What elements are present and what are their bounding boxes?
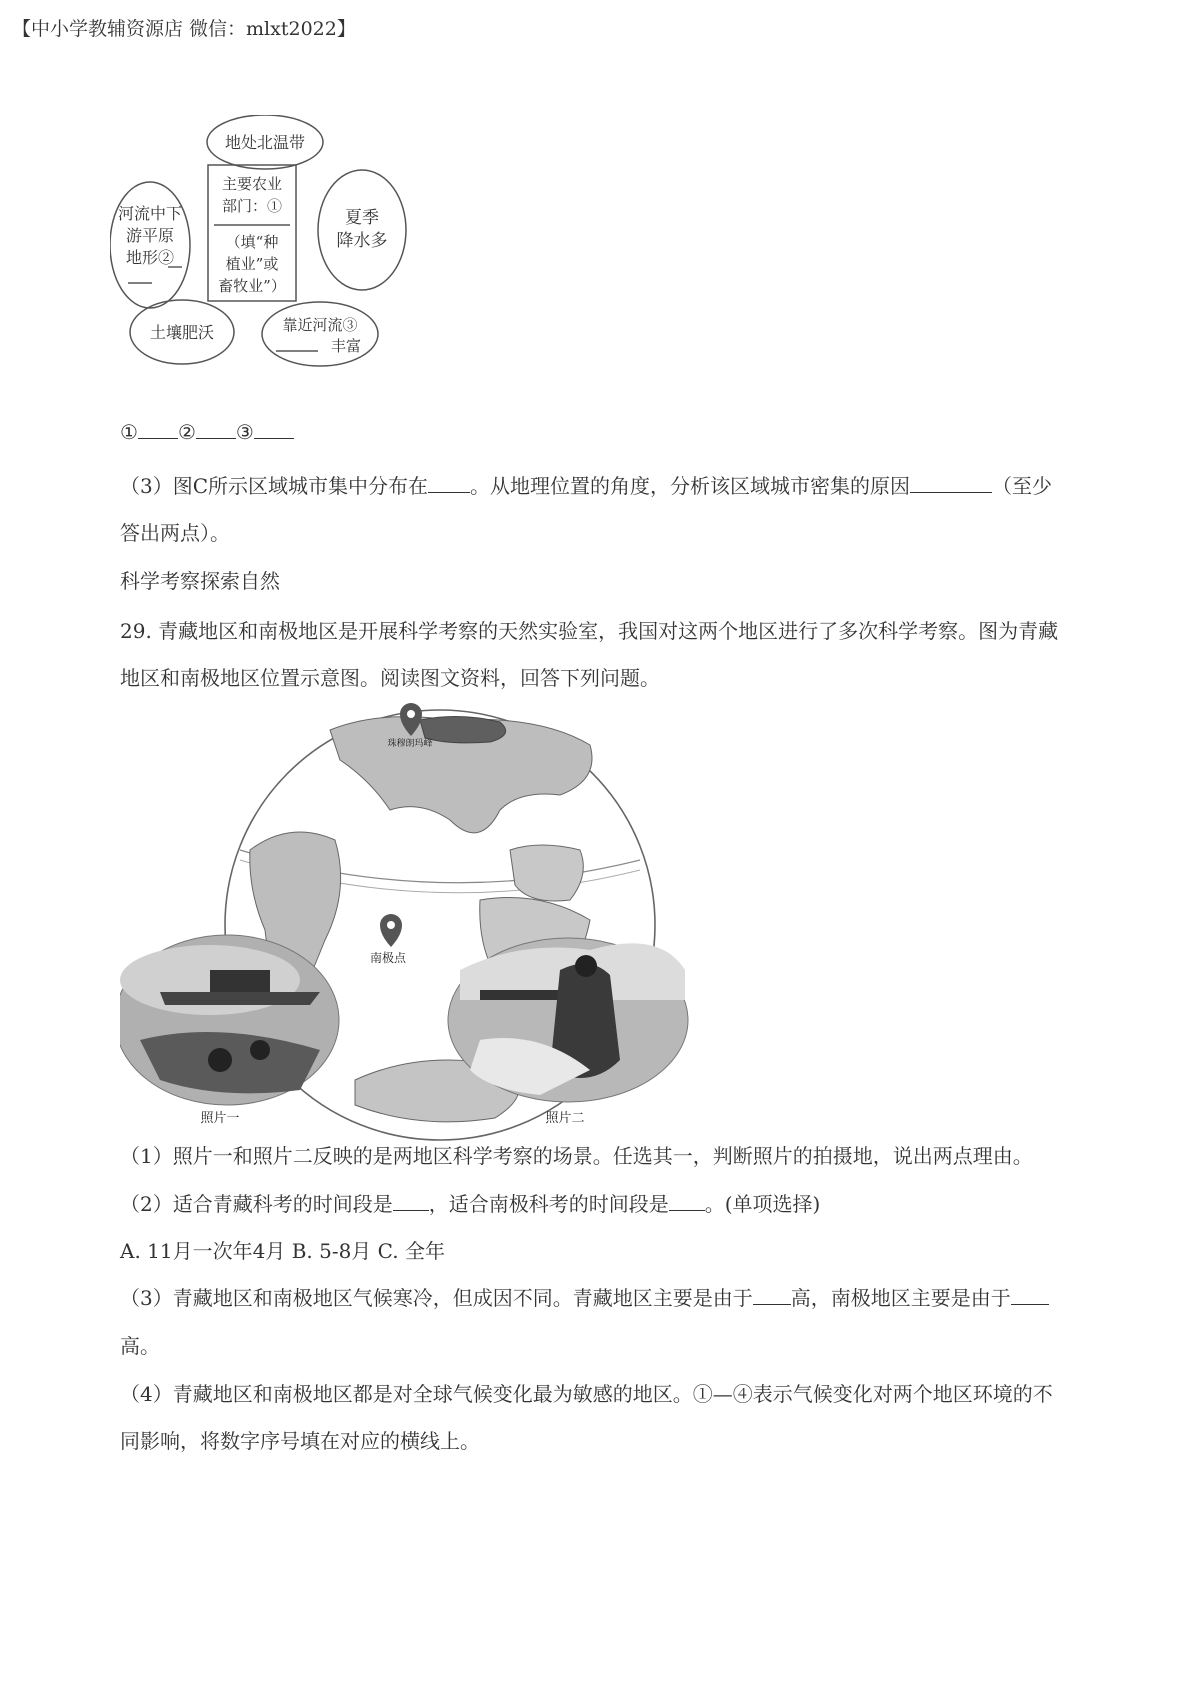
diagram-center-line3: （填“种 [225,233,279,251]
photo-two [448,938,688,1102]
diagram-center-line2: 部门：① [221,197,283,215]
q29-line2: 地区和南极地区位置示意图。阅读图文资料，回答下列问题。 [120,666,660,690]
q3-text-b: 。从地理位置的角度，分析该区域城市密集的原因 [470,474,911,498]
sub3-text-a: （3）青藏地区和南极地区气候寒冷，但成因不同。青藏地区主要是由于 [120,1286,753,1310]
marker-bottom-label: 南极点 [369,951,407,965]
diagram-top-text: 地处北温带 [224,133,306,152]
diagram-left-line1: 河流中下 [117,204,183,223]
answer-mark-1: ① [120,420,138,444]
q29-line1: 29. 青藏地区和南极地区是开展科学考察的天然实验室，我国对这两个地区进行了多次科学考察。图为青藏 [120,619,1059,643]
sub2-text-a: （2）适合青藏科考的时间段是 [120,1192,393,1216]
options: A. 11月一次年4月 B. 5-8月 C. 全年 [120,1239,445,1263]
q3-line1 [120,470,1052,499]
photo2-caption: 照片二 [545,1111,585,1126]
section-title: 科学考察探索自然 [120,569,280,593]
marker-top-label: 珠穆朗玛峰 [387,739,433,749]
sub2-text-b: ，适合南极科考的时间段是 [428,1192,669,1216]
q3-text-c: （至少 [992,474,1053,498]
diagram-left-line2: 游平原 [125,226,175,245]
sub3-text-b: 高，南极地区主要是由于 [790,1286,1011,1310]
agriculture-diagram [110,115,430,415]
header-watermark: 【中小学教辅资源店 微信：mlxt2022】 [12,18,356,40]
diagram-bottom-right-line1: 靠近河流③ [282,316,358,334]
answer-mark-2: ② [177,420,196,444]
diagram-right-line2: 降水多 [336,231,388,251]
q3-line2: 答出两点）。 [120,521,230,545]
sub3-line2: 高。 [120,1334,160,1358]
diagram-right-line1: 夏季 [345,208,379,228]
sub4-line1: （4）青藏地区和南极地区都是对全球气候变化最为敏感的地区。①—④表示气候变化对两个地区环境的不 [120,1382,1053,1406]
sub2-text-c: 。(单项选择) [704,1192,821,1216]
sub2 [120,1188,820,1217]
sub3-line1 [120,1282,1049,1311]
diagram-center-line5: 畜牧业”） [218,277,286,295]
diagram-bottom-left-text: 土壤肥沃 [149,323,215,342]
photo-one [120,935,339,1105]
sub1: （1）照片一和照片二反映的是两地区科学考察的场景。任选其一，判断照片的拍摄地，说出两点理由。 [120,1144,1033,1168]
diagram-center-line4: 植业”或 [225,255,279,273]
answer-mark-3: ③ [235,420,254,444]
sub4-line2: 同影响，将数字序号填在对应的横线上。 [120,1429,480,1453]
diagram-left-line3: 地形② [125,248,175,267]
q3-text-a: （3）图C所示区域城市集中分布在 [120,474,429,498]
diagram-center-line1: 主要农业 [221,175,283,193]
diagram-bottom-right-line2: 丰富 [330,337,362,355]
answer-line [120,420,294,444]
photo1-caption: 照片一 [200,1111,240,1126]
